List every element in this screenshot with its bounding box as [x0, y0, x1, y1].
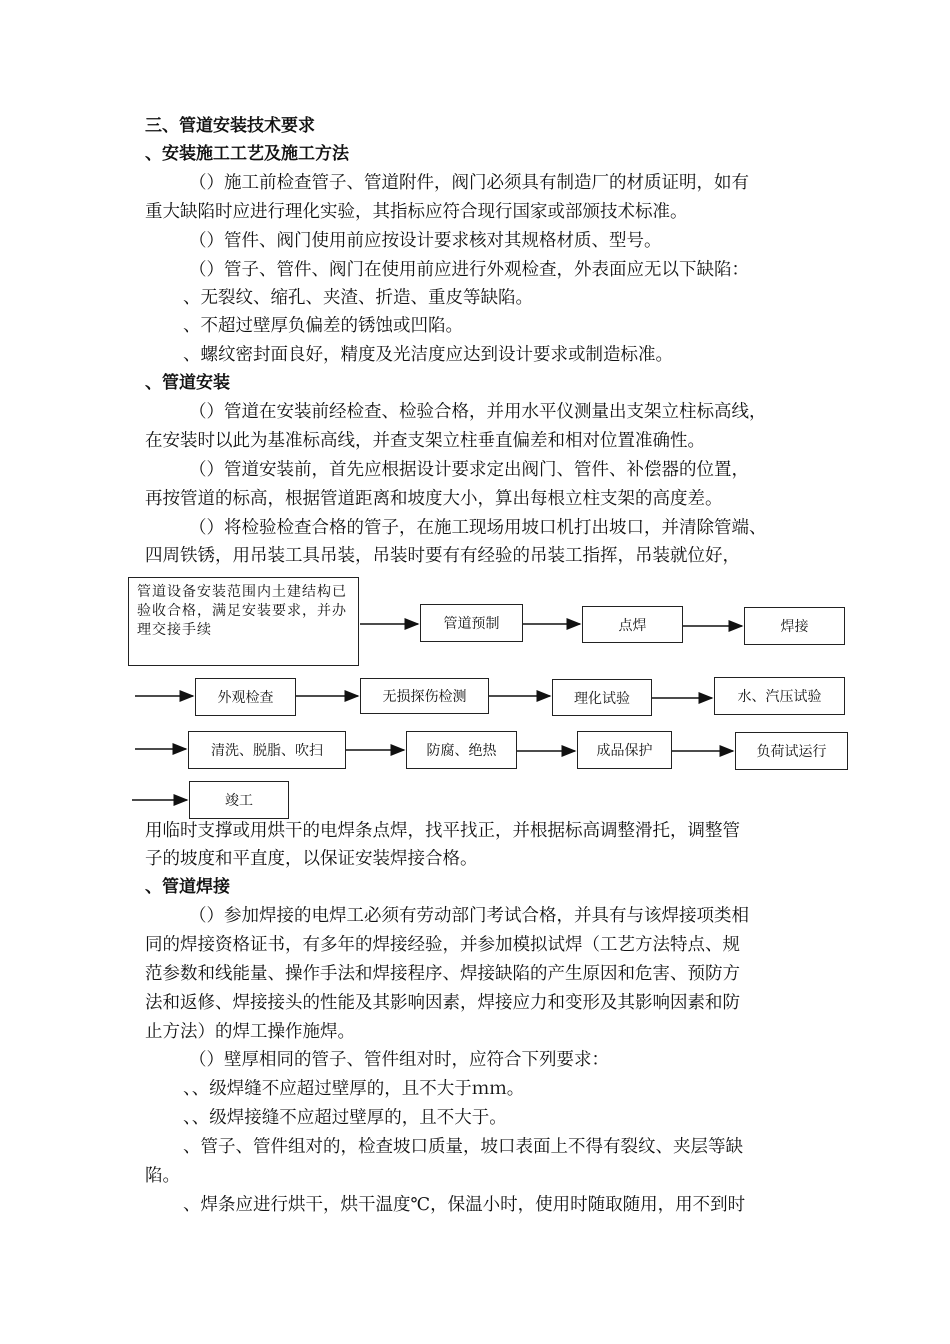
paragraph-line: 陷。 — [145, 1166, 180, 1186]
flow-step-cleaning: 清洗、脱脂、吹扫 — [188, 731, 346, 769]
subsection-heading-construction-method: 、安装施工工艺及施工方法 — [145, 144, 349, 164]
paragraph-line: 止方法）的焊工操作施焊。 — [145, 1022, 355, 1042]
paragraph-line: 法和返修、焊接接头的性能及其影响因素，焊接应力和变形及其影响因素和防 — [145, 993, 740, 1013]
paragraph-line: 用临时支撑或用烘干的电焊条点焊，找平找正，并根据标高调整滑托，调整管 — [145, 821, 740, 841]
paragraph-line: （）管道在安装前经检查、检验合格，并用水平仪测量出支架立柱标高线， — [189, 402, 767, 422]
paragraph-line: （）管件、阀门使用前应按设计要求核对其规格材质、型号。 — [189, 231, 662, 251]
paragraph-line: （）施工前检查管子、管道附件，阀门必须具有制造厂的材质证明，如有 — [189, 173, 749, 193]
paragraph-line: （）将检验检查合格的管子，在施工现场用坡口机打出坡口，并清除管端、 — [189, 518, 767, 538]
flow-start-box: 管道设备安装范围内土建结构已验收合格，满足安装要求，并办理交接手续 — [128, 577, 359, 666]
paragraph-line: 四周铁锈，用吊装工具吊装，吊装时要有有经验的吊装工指挥，吊装就位好， — [145, 546, 740, 566]
paragraph-line: 范参数和线能量、操作手法和焊接程序、焊接缺陷的产生原因和危害、预防方 — [145, 964, 740, 984]
flow-step-pressure-test: 水、汽压试验 — [714, 677, 845, 715]
flow-step-product-protection: 成品保护 — [577, 731, 672, 769]
flow-step-tack-weld: 点焊 — [582, 606, 683, 643]
flow-step-completion: 竣工 — [189, 781, 289, 819]
paragraph-line: 重大缺陷时应进行理化实验，其指标应符合现行国家或部颁技术标准。 — [145, 202, 688, 222]
paragraph-line: （）参加焊接的电焊工必须有劳动部门考试合格，并具有与该焊接项类相 — [189, 906, 749, 926]
list-item: 、管子、管件组对的，检查坡口质量，坡口表面上不得有裂纹、夹层等缺 — [183, 1137, 743, 1157]
flow-step-prefabrication: 管道预制 — [420, 604, 523, 642]
flow-step-load-test-run: 负荷试运行 — [735, 732, 848, 770]
paragraph-line: 子的坡度和平直度，以保证安装焊接合格。 — [145, 849, 478, 869]
flow-step-ndt: 无损探伤检测 — [360, 678, 489, 714]
flow-step-anticorrosion: 防腐、绝热 — [406, 731, 517, 769]
section-title: 三、管道安装技术要求 — [145, 116, 315, 136]
paragraph-line: 同的焊接资格证书，有多年的焊接经验，并参加模拟试焊（工艺方法特点、规 — [145, 935, 740, 955]
list-item: 、螺纹密封面良好，精度及光洁度应达到设计要求或制造标准。 — [183, 345, 673, 365]
flow-step-visual-inspection: 外观检查 — [195, 678, 296, 716]
paragraph-line: （）壁厚相同的管子、管件组对时，应符合下列要求： — [189, 1050, 609, 1070]
paragraph-line: 再按管道的标高，根据管道距离和坡度大小，算出每根立柱支架的高度差。 — [145, 489, 723, 509]
list-item: 、、级焊接缝不应超过壁厚的，且不大于。 — [183, 1108, 507, 1128]
subsection-heading-pipe-welding: 、管道焊接 — [145, 877, 230, 897]
flow-step-physicochemical-test: 理化试验 — [552, 679, 652, 716]
list-item: 、不超过壁厚负偏差的锈蚀或凹陷。 — [183, 316, 463, 336]
flow-step-welding: 焊接 — [744, 607, 845, 645]
list-item: 、、级焊缝不应超过壁厚的，且不大于ｍｍ。 — [183, 1079, 525, 1099]
paragraph-line: （）管子、管件、阀门在使用前应进行外观检查，外表面应无以下缺陷： — [189, 260, 749, 280]
paragraph-line: （）管道安装前，首先应根据设计要求定出阀门、管件、补偿器的位置， — [189, 460, 749, 480]
list-item: 、无裂纹、缩孔、夹渣、折造、重皮等缺陷。 — [183, 288, 533, 308]
subsection-heading-pipe-installation: 、管道安装 — [145, 373, 230, 393]
list-item: 、焊条应进行烘干，烘干温度℃，保温小时，使用时随取随用，用不到时 — [183, 1195, 746, 1215]
paragraph-line: 在安装时以此为基准标高线，并查支架立柱垂直偏差和相对位置准确性。 — [145, 431, 705, 451]
